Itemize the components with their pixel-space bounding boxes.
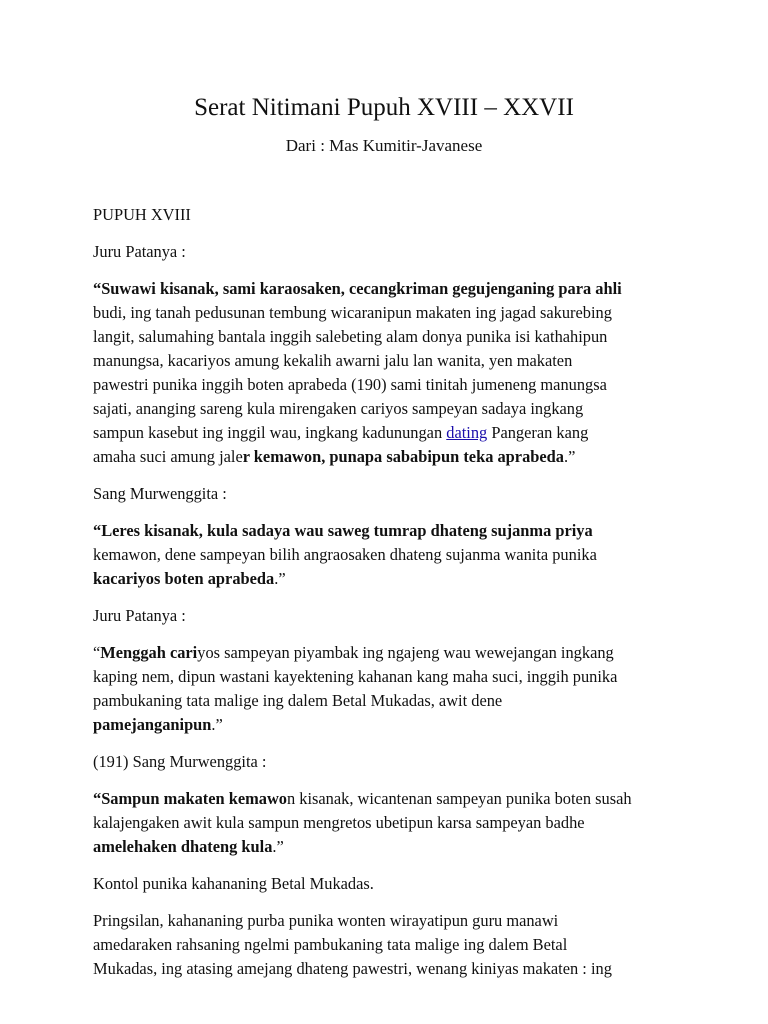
text-line: sajati, ananging sareng kula mirengaken cariyos sampeyan sadaya ingkang bbox=[93, 399, 584, 418]
text-line: langit, salumahing bantala inggih salebeting alam donya punika isi kathahipun bbox=[93, 327, 608, 346]
dating-link[interactable]: dating bbox=[446, 423, 488, 442]
speaker-label: Juru Patanya : bbox=[93, 242, 186, 261]
text-line bbox=[93, 835, 683, 859]
paragraph-dialogue-4 bbox=[93, 787, 683, 859]
text-line: budi, ing tanah pedusunan tembung wicaranipun makaten ing jagad sakurebing bbox=[93, 303, 612, 322]
document-body bbox=[93, 203, 683, 994]
text-line bbox=[93, 277, 683, 301]
text-segment: .” bbox=[563, 447, 576, 466]
paragraph-dialogue-2 bbox=[93, 519, 683, 591]
text-line bbox=[93, 641, 683, 665]
bold-text: kacariyos boten aprabeda bbox=[93, 569, 275, 588]
section-heading: PUPUH XVIII bbox=[93, 205, 191, 224]
paragraph-text: Kontol punika kahananing Betal Mukadas. bbox=[93, 874, 374, 893]
text-segment: n kisanak, wicantenan sampeyan punika boten susah bbox=[286, 789, 632, 808]
bold-text: r kemawon, punapa sababipun teka aprabeda bbox=[242, 447, 564, 466]
text-line: kaping nem, dipun wastani kayektening kahanan kang maha suci, inggih punika bbox=[93, 667, 618, 686]
text-segment: amaha suci amung jale bbox=[93, 447, 243, 466]
bold-text: pamejanganipun bbox=[93, 715, 212, 734]
paragraph-dialogue-3 bbox=[93, 641, 683, 737]
text-segment: .” bbox=[274, 569, 286, 588]
text-line: kemawon, dene sampeyan bilih angraosaken dhateng sujanma wanita punika bbox=[93, 545, 597, 564]
speaker-label: Sang Murwenggita : bbox=[93, 484, 227, 503]
text-line: amedaraken rahsaning ngelmi pambukaning tata malige ing dalem Betal bbox=[93, 935, 568, 954]
text-line bbox=[93, 713, 683, 737]
text-segment: .” bbox=[211, 715, 223, 734]
text-line bbox=[93, 445, 683, 469]
text-line bbox=[93, 787, 683, 811]
text-segment: sampun kasebut ing inggil wau, ingkang kadunungan bbox=[93, 423, 447, 442]
bold-text: Menggah cari bbox=[100, 643, 198, 662]
paragraph-dialogue-1 bbox=[93, 277, 683, 469]
speaker-label: Juru Patanya : bbox=[93, 606, 186, 625]
text-line bbox=[93, 567, 683, 591]
speaker-label: (191) Sang Murwenggita : bbox=[93, 752, 267, 771]
text-line: kalajengaken awit kula sampun mengretos ubetipun karsa sampeyan badhe bbox=[93, 813, 585, 832]
text-line bbox=[93, 421, 683, 445]
bold-text: “Suwawi kisanak, sami karaosaken, cecangkriman gegujenganing para ahli bbox=[93, 279, 622, 298]
text-line bbox=[93, 519, 683, 543]
text-line: manungsa, kacariyos amung kekalih awarni jalu lan wanita, yen makaten bbox=[93, 351, 573, 370]
text-segment: .” bbox=[272, 837, 284, 856]
bold-text: “Sampun makaten kemawo bbox=[93, 789, 287, 808]
bold-text: amelehaken dhateng kula bbox=[93, 837, 273, 856]
document-title: Serat Nitimani Pupuh XVIII – XXVII bbox=[194, 94, 574, 121]
bold-text: “Leres kisanak, kula sadaya wau saweg tumrap dhateng sujanma priya bbox=[93, 521, 593, 540]
text-line: Mukadas, ing atasing amejang dhateng pawestri, wenang kiniyas makaten : ing bbox=[93, 959, 612, 978]
text-line: pambukaning tata malige ing dalem Betal Mukadas, awit dene bbox=[93, 691, 503, 710]
paragraph-text bbox=[93, 909, 683, 981]
text-segment: Pangeran kang bbox=[487, 423, 589, 442]
text-line: Pringsilan, kahananing purba punika wonten wirayatipun guru manawi bbox=[93, 911, 559, 930]
text-line: pawestri punika inggih boten aprabeda (190) sami tinitah jumeneng manungsa bbox=[93, 375, 607, 394]
document-subtitle: Dari : Mas Kumitir-Javanese bbox=[285, 136, 483, 155]
text-segment: yos sampeyan piyambak ing ngajeng wau wewejangan ingkang bbox=[197, 643, 614, 662]
text-segment: “ bbox=[93, 643, 101, 662]
